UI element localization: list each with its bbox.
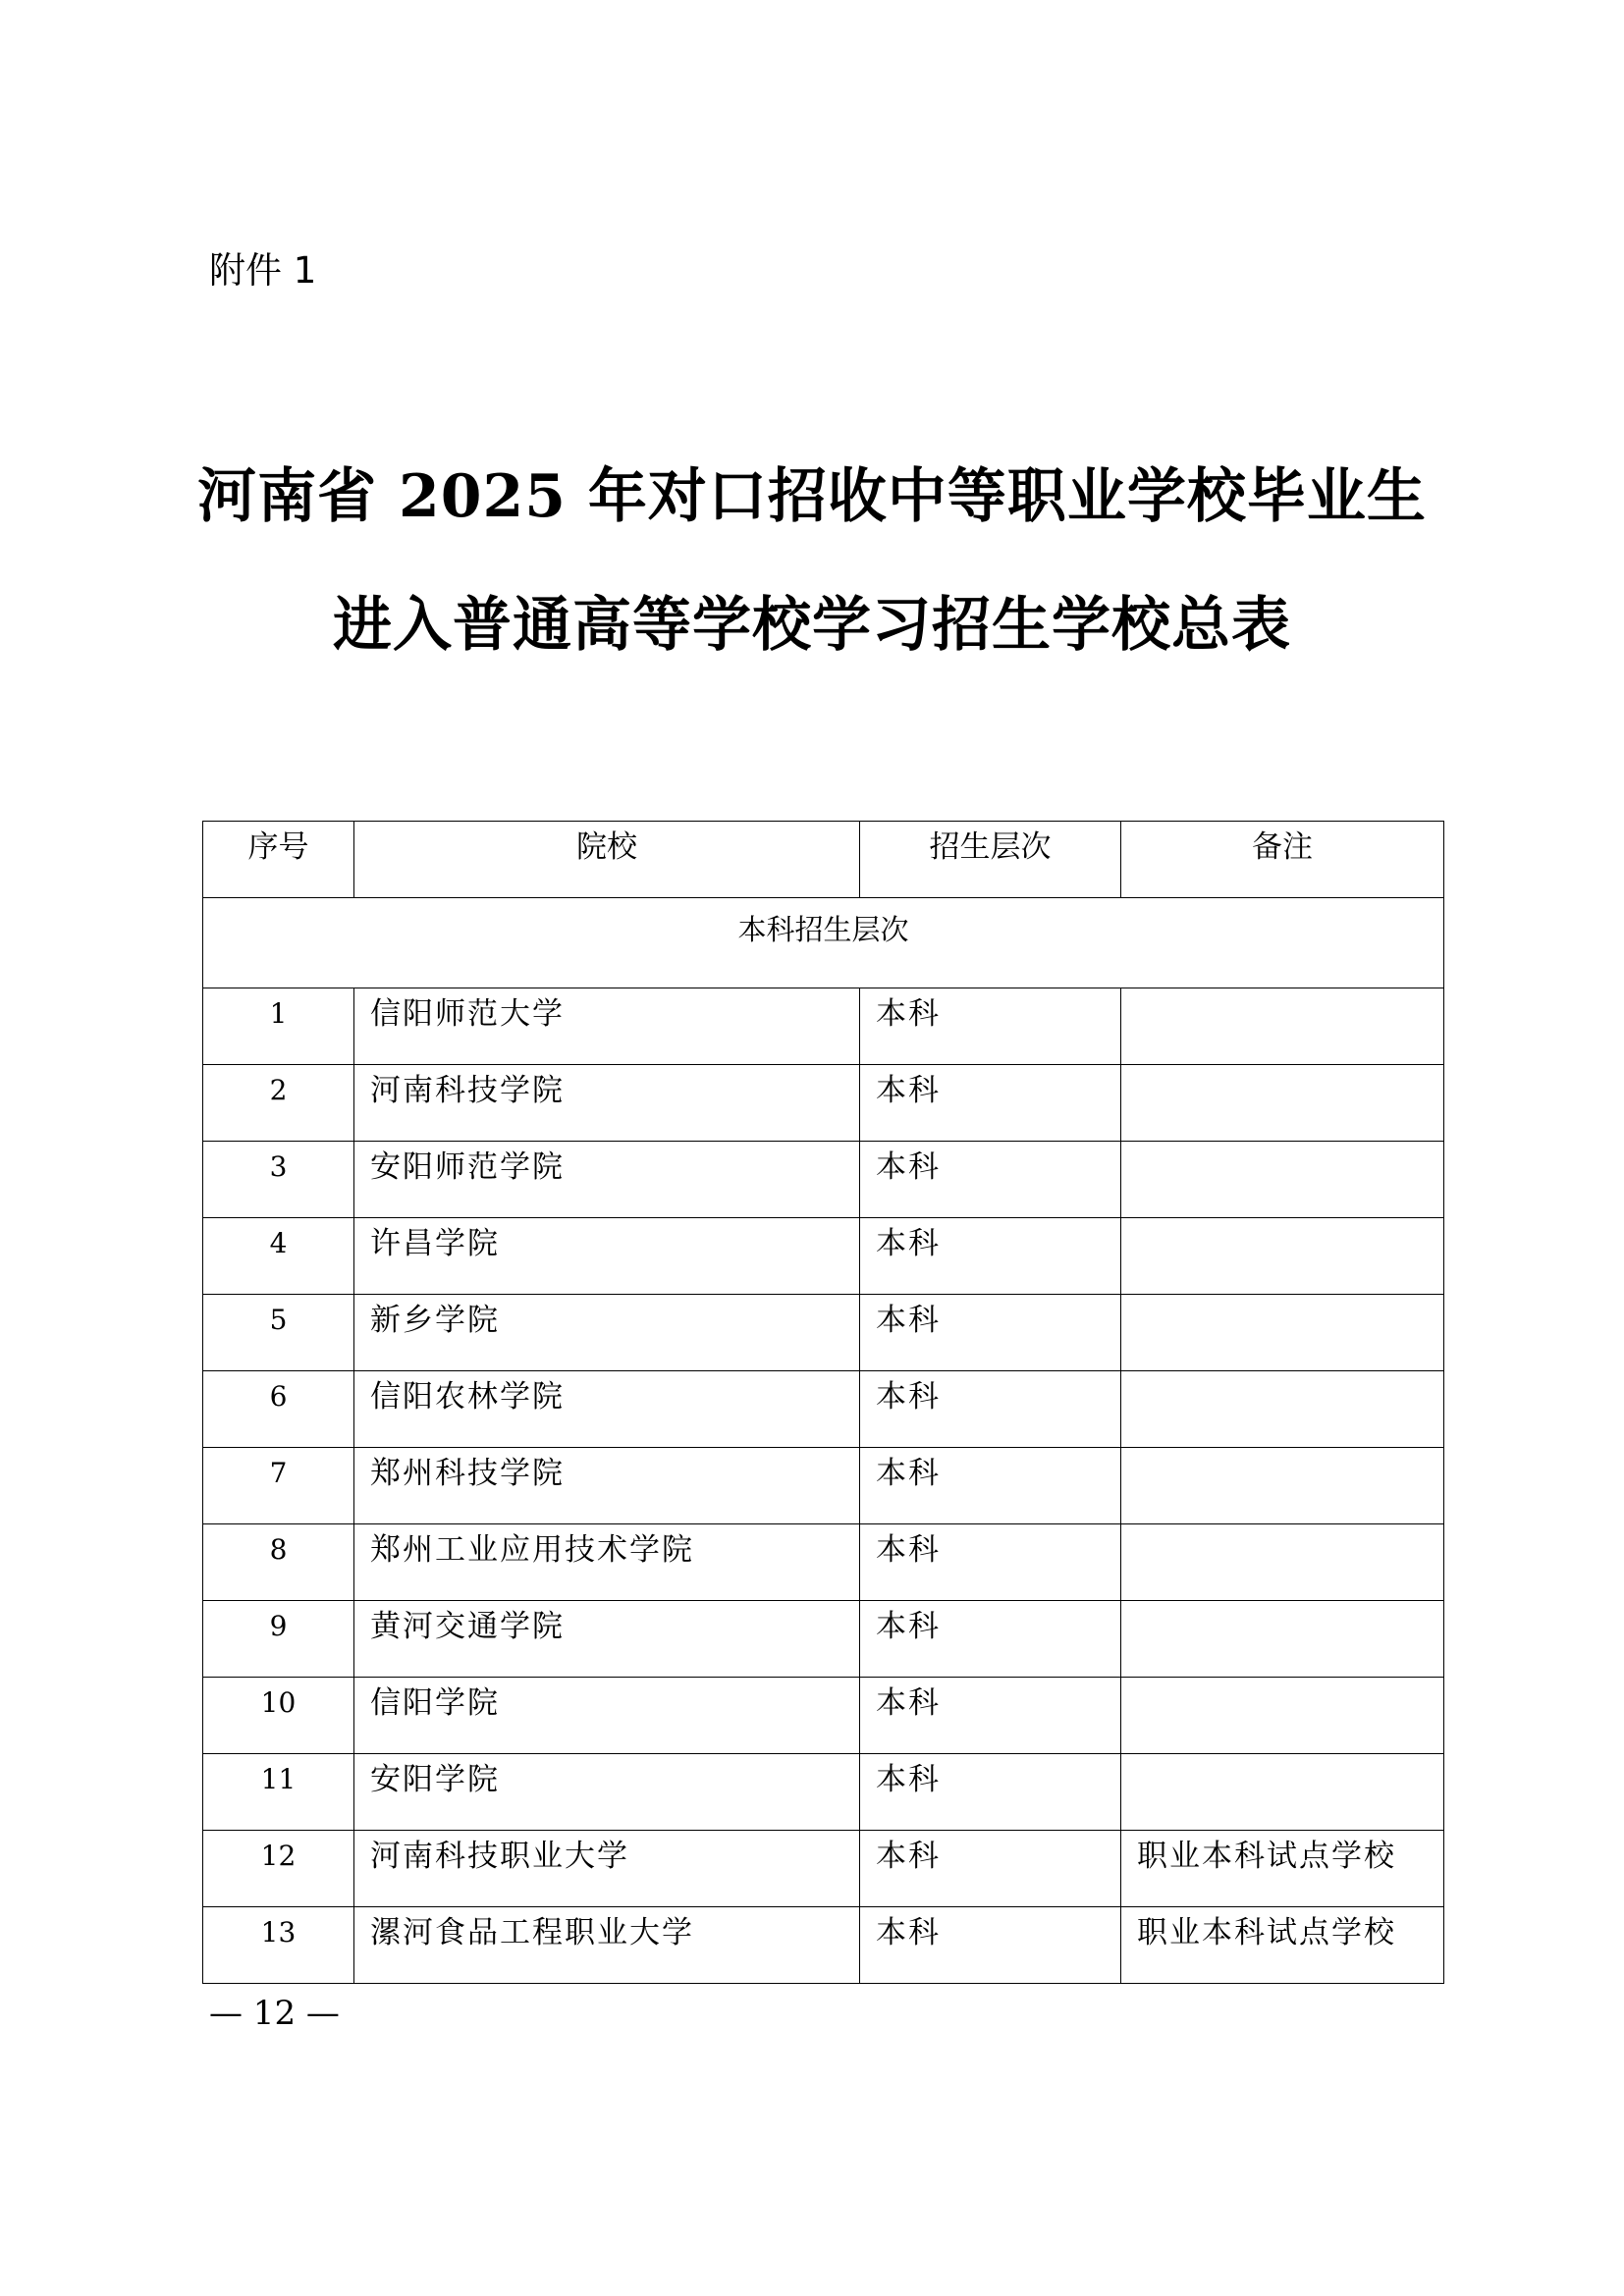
table-row <box>203 1295 1444 1371</box>
row-note <box>1121 1065 1444 1142</box>
table-row <box>203 1601 1444 1678</box>
row-note <box>1121 1371 1444 1448</box>
row-level: 本科 <box>860 1601 1121 1678</box>
table-row <box>203 1678 1444 1754</box>
table-row <box>203 1754 1444 1831</box>
row-level: 本科 <box>860 1065 1121 1142</box>
schools-table <box>202 821 1444 1984</box>
row-no: 1 <box>203 988 354 1065</box>
row-school: 河南科技学院 <box>354 1065 860 1142</box>
row-no: 2 <box>203 1065 354 1142</box>
row-level: 本科 <box>860 1754 1121 1831</box>
table-row <box>203 1218 1444 1295</box>
attachment-label: 附件 1 <box>209 249 317 292</box>
row-level: 本科 <box>860 1142 1121 1218</box>
header-level: 招生层次 <box>860 822 1121 898</box>
row-school: 安阳学院 <box>354 1754 860 1831</box>
row-level: 本科 <box>860 1218 1121 1295</box>
row-no: 4 <box>203 1218 354 1295</box>
row-level: 本科 <box>860 1448 1121 1524</box>
row-level: 本科 <box>860 1678 1121 1754</box>
table-row <box>203 1831 1444 1907</box>
row-school: 信阳学院 <box>354 1678 860 1754</box>
row-no: 8 <box>203 1524 354 1601</box>
document-title-line-1: 河南省 2025 年对口招收中等职业学校毕业生 <box>197 462 1427 531</box>
row-school: 郑州科技学院 <box>354 1448 860 1524</box>
row-level: 本科 <box>860 1524 1121 1601</box>
row-level: 本科 <box>860 1907 1121 1984</box>
row-level: 本科 <box>860 1831 1121 1907</box>
section-title: 本科招生层次 <box>203 898 1444 988</box>
header-no: 序号 <box>203 822 354 898</box>
row-note <box>1121 1754 1444 1831</box>
row-note <box>1121 1448 1444 1524</box>
row-note <box>1121 1295 1444 1371</box>
table-row <box>203 1448 1444 1524</box>
table-row <box>203 1142 1444 1218</box>
row-school: 黄河交通学院 <box>354 1601 860 1678</box>
document-title-line-2: 进入普通高等学校学习招生学校总表 <box>333 591 1291 660</box>
row-no: 5 <box>203 1295 354 1371</box>
table-row <box>203 1065 1444 1142</box>
row-no: 13 <box>203 1907 354 1984</box>
row-school: 信阳师范大学 <box>354 988 860 1065</box>
table-row <box>203 1371 1444 1448</box>
row-school: 新乡学院 <box>354 1295 860 1371</box>
row-no: 11 <box>203 1754 354 1831</box>
row-no: 6 <box>203 1371 354 1448</box>
row-school: 许昌学院 <box>354 1218 860 1295</box>
row-note <box>1121 1678 1444 1754</box>
row-note <box>1121 1601 1444 1678</box>
row-note <box>1121 1218 1444 1295</box>
row-school: 信阳农林学院 <box>354 1371 860 1448</box>
table-row <box>203 1907 1444 1984</box>
row-school: 郑州工业应用技术学院 <box>354 1524 860 1601</box>
row-school: 漯河食品工程职业大学 <box>354 1907 860 1984</box>
header-note: 备注 <box>1121 822 1444 898</box>
row-school: 安阳师范学院 <box>354 1142 860 1218</box>
row-note <box>1121 988 1444 1065</box>
table-header-row <box>203 822 1444 898</box>
row-note: 职业本科试点学校 <box>1121 1907 1444 1984</box>
row-level: 本科 <box>860 1295 1121 1371</box>
row-note <box>1121 1524 1444 1601</box>
row-no: 10 <box>203 1678 354 1754</box>
row-note: 职业本科试点学校 <box>1121 1831 1444 1907</box>
row-no: 3 <box>203 1142 354 1218</box>
table-row <box>203 1524 1444 1601</box>
row-school: 河南科技职业大学 <box>354 1831 860 1907</box>
header-school: 院校 <box>354 822 860 898</box>
row-level: 本科 <box>860 988 1121 1065</box>
row-no: 12 <box>203 1831 354 1907</box>
row-no: 7 <box>203 1448 354 1524</box>
section-row <box>203 898 1444 988</box>
row-no: 9 <box>203 1601 354 1678</box>
page-number: — 12 — <box>209 1994 340 2033</box>
table-row <box>203 988 1444 1065</box>
row-note <box>1121 1142 1444 1218</box>
row-level: 本科 <box>860 1371 1121 1448</box>
